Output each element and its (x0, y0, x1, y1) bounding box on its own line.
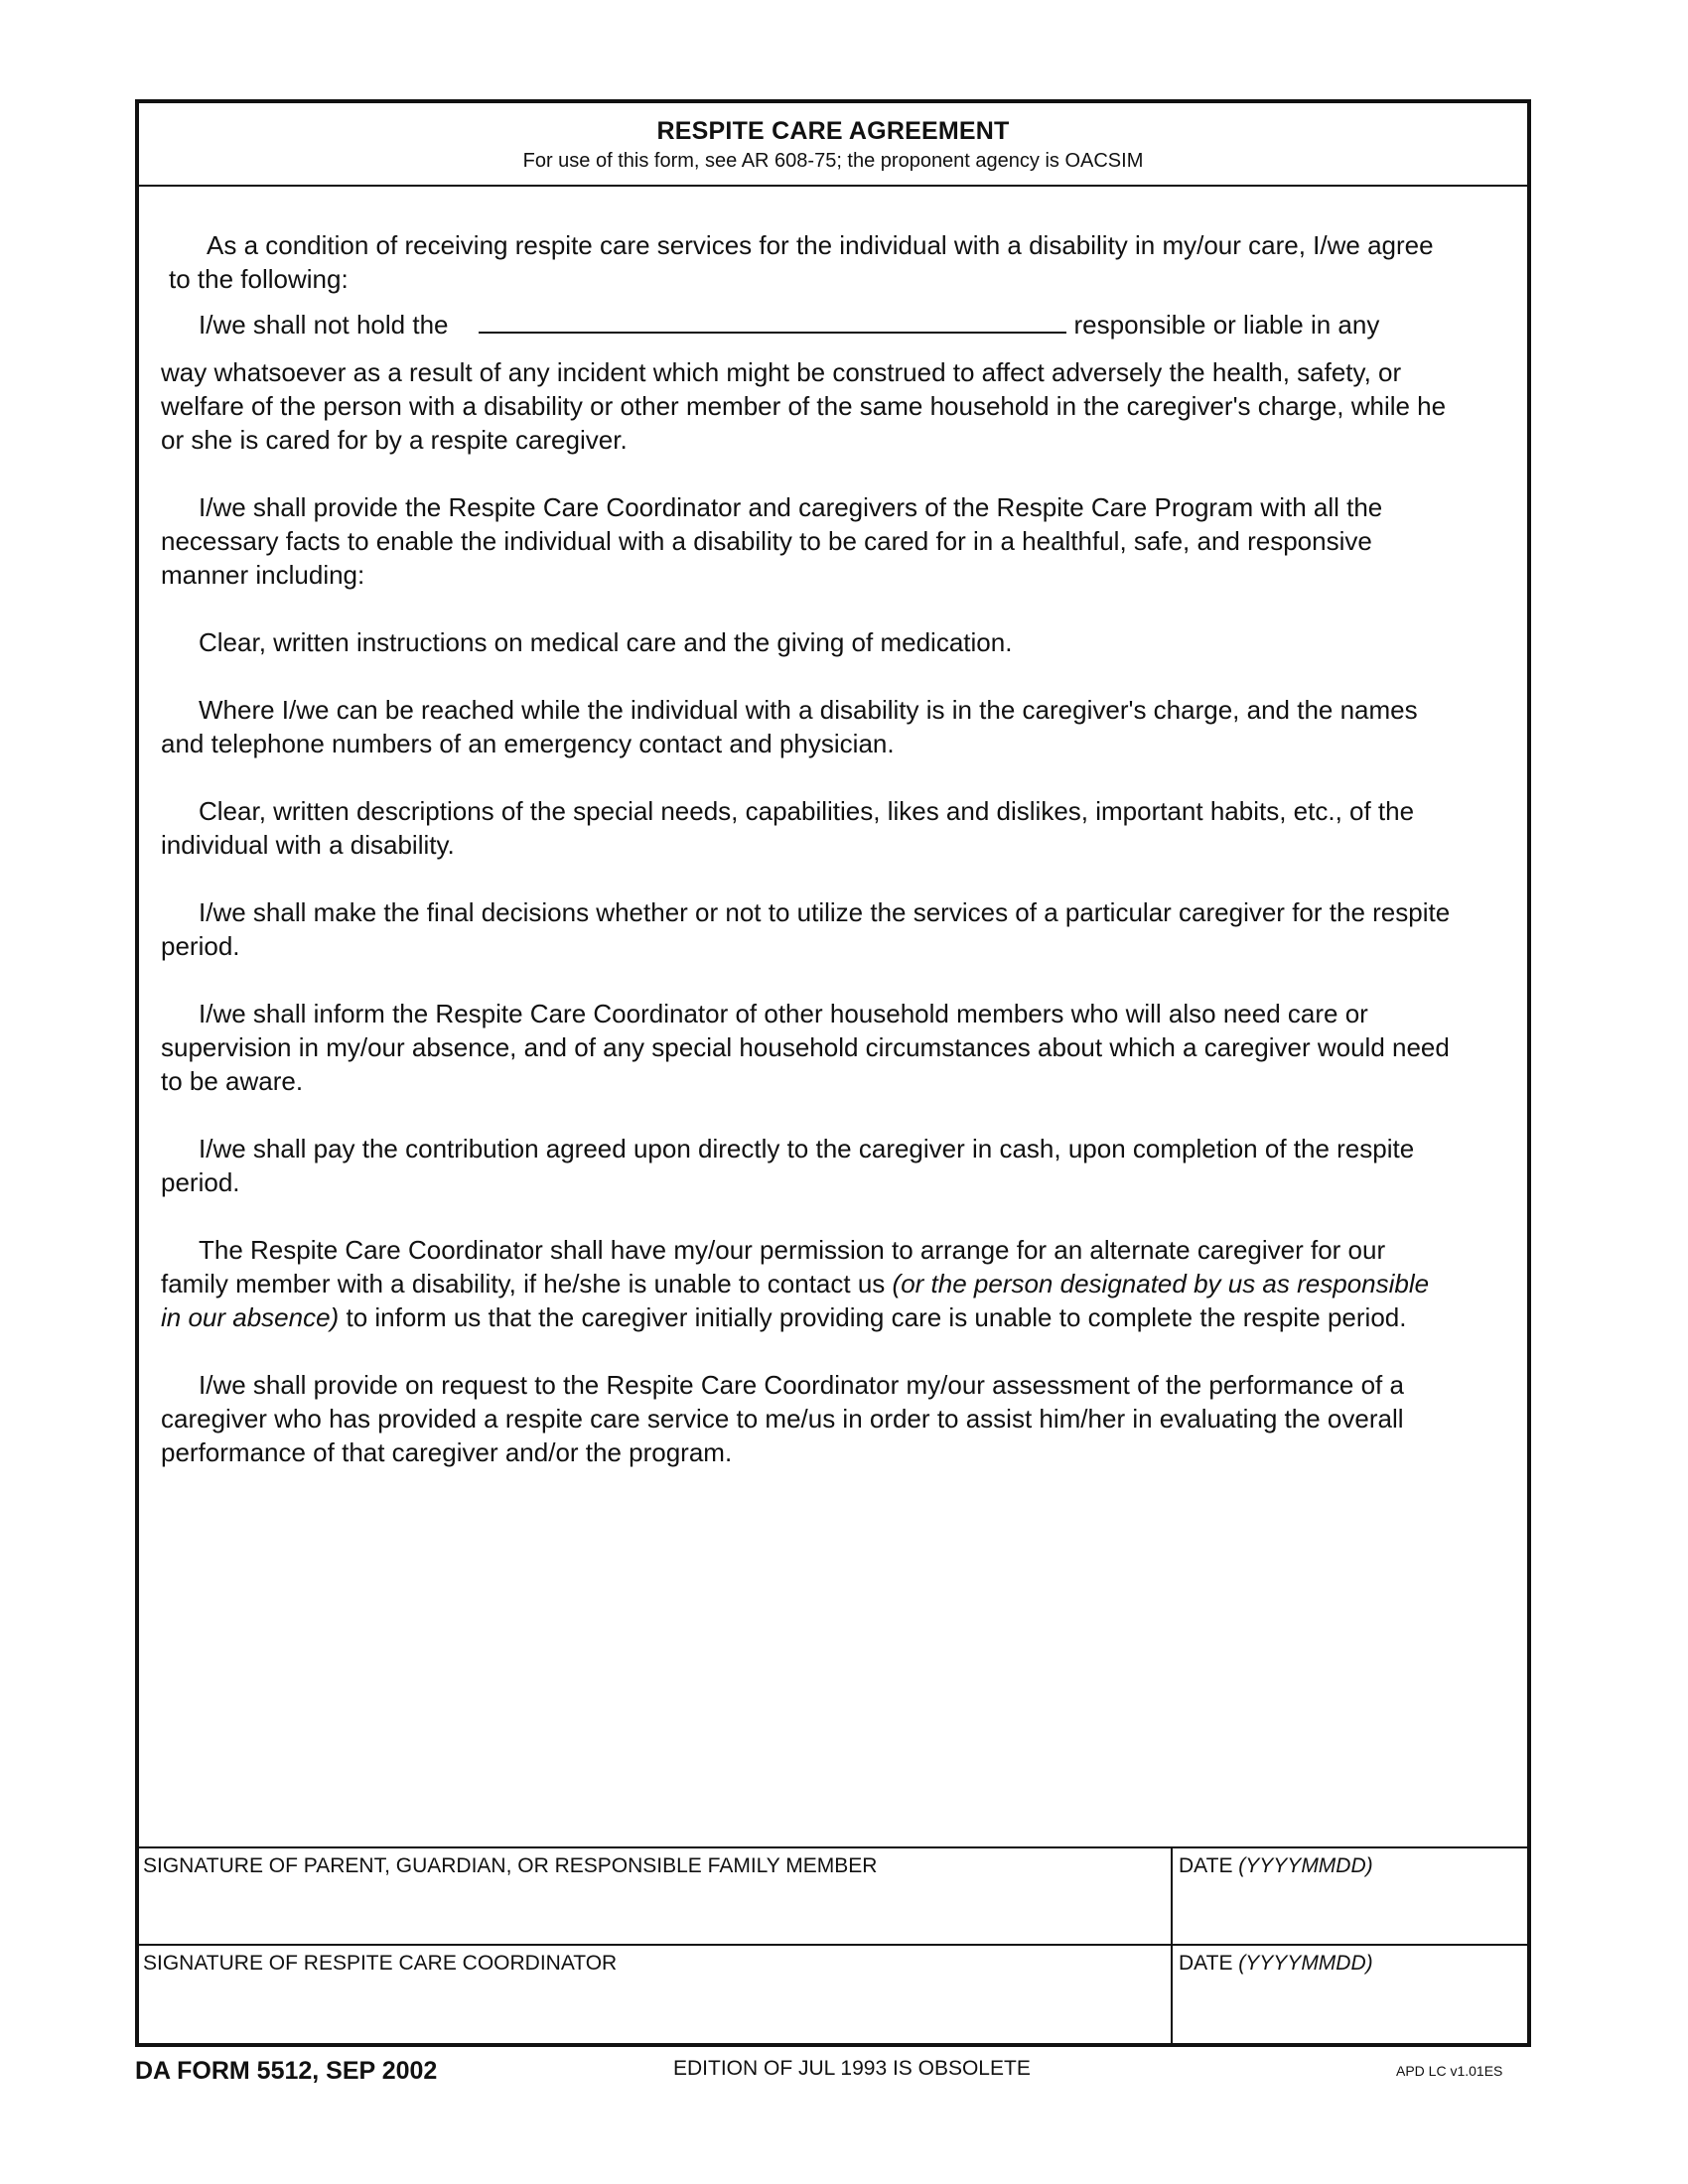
coordinator-signature-label: SIGNATURE OF RESPITE CARE COORDINATOR (143, 1952, 618, 1975)
agreement-body (161, 228, 1452, 1503)
coordinator-signature-field[interactable] (139, 1946, 1173, 2043)
needs-text: Clear, written descriptions of the special needs, capabilities, likes and dislikes, important habits, etc., of the individual with a disability. (161, 796, 1415, 860)
hold-continuation: way whatsoever as a result of any incident which might be construed to affect adversely the health, safety, or welfare of the person with a disability or other member of the same household in the caregiver's charge, while he or she is cared for by a respite caregiver. (161, 357, 1447, 455)
reached-text: Where I/we can be reached while the individual with a disability is in the caregiver's charge, and the names and telephone numbers of an emergency contact and physician. (161, 695, 1418, 758)
alternate-text-a: The Respite Care Coordinator shall have my/our permission to arrange for an alternate caregiver for our family member with a disability, if he/she is unable to contact us (161, 1235, 1386, 1298)
medical-text: Clear, written instructions on medical care and the giving of medication. (199, 627, 1013, 657)
decisions-paragraph (161, 895, 1452, 963)
decisions-text: I/we shall make the final decisions whether or not to utilize the services of a particular caregiver for the respite period. (161, 897, 1451, 961)
edition-notice: EDITION OF JUL 1993 IS OBSOLETE (673, 2057, 1031, 2080)
coordinator-date-label: DATE (1179, 1952, 1233, 1975)
form-title: RESPITE CARE AGREEMENT (656, 117, 1010, 145)
alternate-text-b: to inform us that the caregiver initially providing care is unable to complete the respite period. (346, 1302, 1407, 1332)
form-subtitle: For use of this form, see AR 608-75; the proponent agency is OACSIM (522, 150, 1144, 172)
assessment-paragraph (161, 1368, 1452, 1469)
parent-signature-row (139, 1848, 1527, 1946)
coordinator-date-field[interactable] (1173, 1946, 1527, 2043)
parent-date-format: (YYYYMMDD) (1238, 1854, 1373, 1877)
coordinator-signature-row (139, 1946, 1527, 2043)
inform-text: I/we shall inform the Respite Care Coordinator of other household members who will also need care or supervision in my/our absence, and of any special household circumstances about which a caregiver would need to be aware. (161, 999, 1450, 1096)
coordinator-date-format: (YYYYMMDD) (1238, 1952, 1373, 1975)
hold-harmless-line (161, 302, 1452, 341)
medical-paragraph (161, 625, 1452, 659)
reached-paragraph (161, 693, 1452, 760)
alternate-text-italic: (or the person designated by us as responsible in our absence) (161, 1269, 1430, 1332)
pay-text: I/we shall pay the contribution agreed upon directly to the caregiver in cash, upon completion of the respite period. (161, 1134, 1415, 1197)
parent-date-field[interactable] (1173, 1848, 1527, 1944)
organization-name-field[interactable] (479, 302, 1066, 334)
signature-table (139, 1846, 1527, 2043)
version-code: APD LC v1.01ES (1396, 2063, 1503, 2079)
intro-text: As a condition of receiving respite care services for the individual with a disability in my/our care, I/we agree to the following: (169, 230, 1434, 294)
inform-paragraph (161, 997, 1452, 1098)
alternate-paragraph (161, 1233, 1452, 1334)
pay-paragraph (161, 1132, 1452, 1199)
hold-suffix: responsible or liable in any (1073, 310, 1380, 340)
form-border (135, 99, 1531, 2047)
form-number: DA FORM 5512, SEP 2002 (135, 2057, 438, 2085)
provide-facts-paragraph (161, 490, 1452, 592)
parent-date-label: DATE (1179, 1854, 1233, 1877)
assessment-text: I/we shall provide on request to the Respite Care Coordinator my/our assessment of the performance of a caregiver who has provided a respite care service to me/us in order to assist him/her in evaluating the overall performance of that caregiver and/or the program. (161, 1370, 1404, 1467)
parent-signature-field[interactable] (139, 1848, 1173, 1944)
needs-paragraph (161, 794, 1452, 862)
form-header (139, 103, 1527, 187)
parent-signature-label: SIGNATURE OF PARENT, GUARDIAN, OR RESPONSIBLE FAMILY MEMBER (143, 1854, 878, 1877)
intro-paragraph (161, 228, 1452, 296)
hold-prefix: I/we shall not hold the (199, 310, 449, 340)
provide-facts-text: I/we shall provide the Respite Care Coordinator and caregivers of the Respite Care Program with all the necessary facts to enable the individual with a disability to be cared for in a healthful, safe, and responsive manner including: (161, 492, 1383, 590)
